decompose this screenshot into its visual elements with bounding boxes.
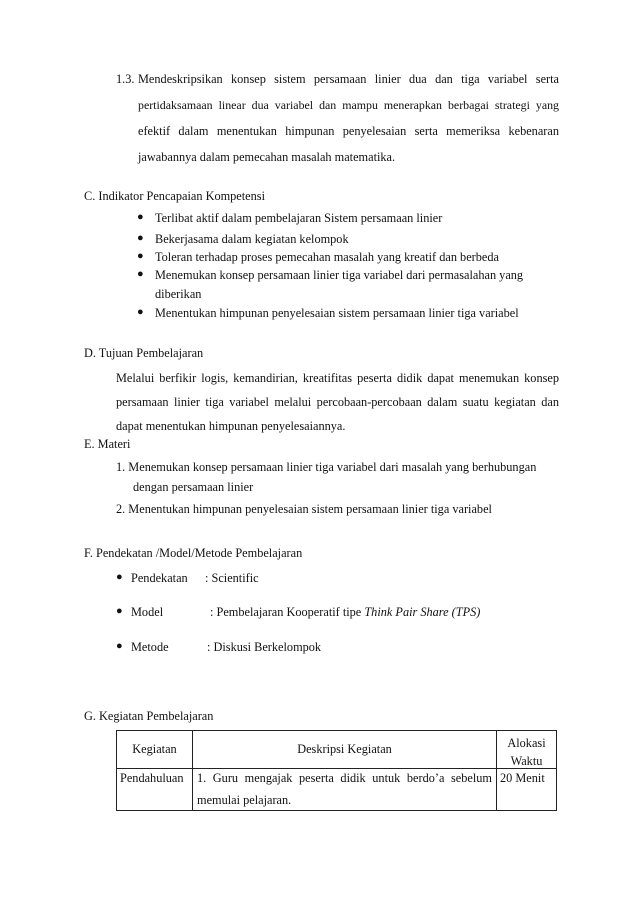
header-deskripsi-label: Deskripsi Kegiatan [297, 742, 392, 756]
section-d-heading: D. Tujuan Pembelajaran [84, 346, 204, 360]
section-1-3-line-3: efektif dalam menentukan himpunan penyelesaian serta memeriksa kebenaran [138, 124, 559, 138]
header-alokasi-waktu [497, 731, 557, 769]
bullet-icon: ● [137, 268, 144, 280]
section-e-heading: E. Materi [84, 437, 131, 451]
bullet-icon: ● [116, 640, 123, 652]
table-row [117, 769, 557, 811]
row-waktu-text: 20 Menit [500, 771, 545, 785]
section-1-3-line-4: jawabannya dalam pemecahan masalah matematika. [138, 150, 396, 164]
header-waktu-label: Waktu [510, 754, 543, 768]
indicator-item-2: Bekerjasama dalam kegiatan kelompok [155, 232, 349, 246]
section-1-3-number: 1.3. [116, 72, 135, 86]
pendekatan-value: : Scientific [205, 571, 259, 585]
bullet-icon: ● [116, 605, 123, 617]
kegiatan-table [116, 730, 557, 811]
bullet-icon: ● [137, 232, 144, 244]
pendekatan-label: Pendekatan [131, 571, 188, 585]
header-alokasi-label: Alokasi [507, 736, 546, 750]
indicator-item-3: Toleran terhadap proses pemecahan masalah yang kreatif dan berbeda [155, 250, 499, 264]
bullet-icon: ● [137, 250, 144, 262]
bullet-icon: ● [137, 211, 144, 223]
header-deskripsi [193, 731, 497, 769]
section-c-heading: C. Indikator Pencapaian Kompetensi [84, 189, 265, 203]
bullet-icon: ● [116, 571, 123, 583]
materi-item-2: 2. Menentukan himpunan penyelesaian sistem persamaan linier tiga variabel [116, 502, 492, 516]
row-deskripsi-line-1: 1. Guru mengajak peserta didik untuk berdo’a sebelum [197, 771, 492, 785]
row-kegiatan-text: Pendahuluan [120, 771, 184, 785]
row-deskripsi-line-2: memulai pelajaran. [197, 793, 292, 807]
bullet-icon: ● [137, 306, 144, 318]
model-label: Model [131, 605, 164, 619]
header-kegiatan-label: Kegiatan [132, 742, 177, 756]
section-g-heading: G. Kegiatan Pembelajaran [84, 709, 214, 723]
model-value-prefix: : Pembelajaran Kooperatif tipe [210, 605, 365, 619]
model-value [210, 605, 480, 620]
row-waktu [497, 769, 557, 811]
section-d-line-2: persamaan linier tiga variabel melalui percobaan-percobaan dalam suatu kegiatan dan [116, 395, 559, 409]
indicator-item-1: Terlibat aktif dalam pembelajaran Sistem persamaan linier [155, 211, 443, 225]
section-1-3-line-1: Mendeskripsikan konsep sistem persamaan linier dua dan tiga variabel serta [138, 72, 559, 86]
metode-value: : Diskusi Berkelompok [207, 640, 322, 654]
section-d-line-3: dapat menentukan himpunan penyelesaiannya. [116, 419, 346, 433]
indicator-item-4: Menemukan konsep persamaan linier tiga variabel dari permasalahan yang [155, 268, 524, 282]
metode-label: Metode [131, 640, 169, 654]
table-header-row [117, 731, 557, 769]
materi-item-1: 1. Menemukan konsep persamaan linier tiga variabel dari masalah yang berhubungan [116, 460, 537, 474]
model-value-italic: Think Pair Share (TPS) [364, 605, 481, 619]
indicator-item-4-continued: diberikan [155, 287, 202, 301]
materi-item-1-continued: dengan persamaan linier [133, 480, 254, 494]
indicator-item-5: Menentukan himpunan penyelesaian sistem persamaan linier tiga variabel [155, 306, 519, 320]
section-1-3-line-2: pertidaksamaan linear dua variabel dan mampu menerapkan berbagai strategi yang [138, 98, 559, 112]
row-kegiatan [117, 769, 193, 811]
section-d-line-1: Melalui berfikir logis, kemandirian, kreatifitas peserta didik dapat menemukan konsep [116, 371, 559, 385]
section-f-heading: F. Pendekatan /Model/Metode Pembelajaran [84, 546, 303, 560]
header-kegiatan [117, 731, 193, 769]
row-deskripsi [193, 769, 497, 811]
